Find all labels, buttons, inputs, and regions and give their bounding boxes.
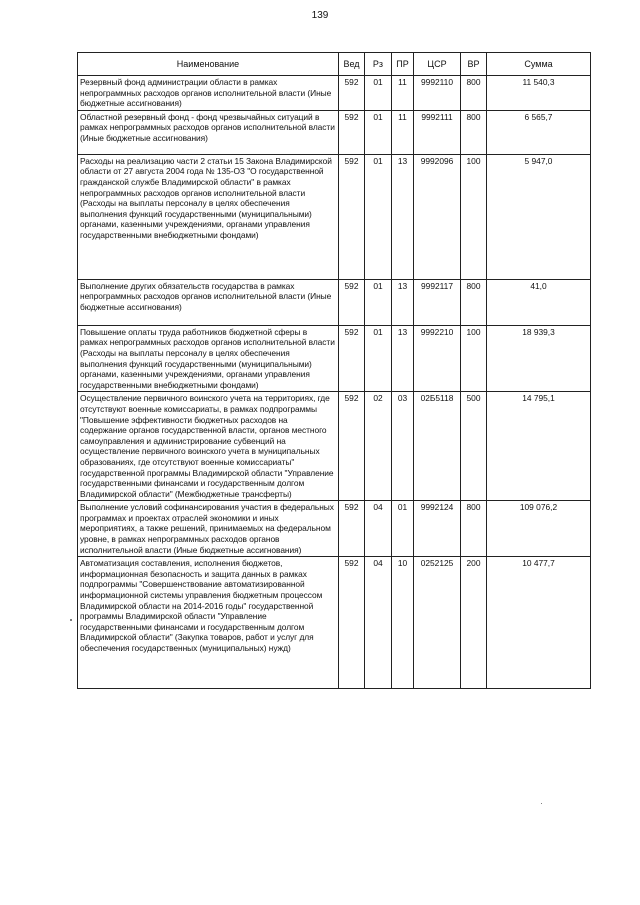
row-ved: 592 [339,279,365,325]
row-rz: 02 [365,392,392,501]
header-csr: ЦСР [414,53,461,76]
row-pr: 11 [392,110,414,154]
row-vr: 800 [461,110,487,154]
row-csr: 02Б5118 [414,392,461,501]
row-name: Повышение оплаты труда работников бюджетной сферы в рамках непрограммных расходов органов исполнительной власти (Расходы на выплаты персоналу в целях обеспечения выполнения функций государственными (муниципальными) органами, казенными учреждениями, органами управления государственными внебюджетными фондами) [78,325,339,392]
row-rz: 01 [365,154,392,279]
row-name: Автоматизация составления, исполнения бюджетов, информационная безопасность и защита данных в рамках подпрограммы "Совершенствование автоматизированной информационной системы управления бюджетным процессом Владимирской области на 2014-2016 годы" государственной программы Владимирской области "Управление государственными финансами и государственным долгом Владимирской области" (Закупка товаров, работ и услуг для обеспечения государственных (муниципальных) нужд) [78,557,339,689]
header-sum: Сумма [487,53,591,76]
table-header-row [78,53,591,76]
row-csr: 0252125 [414,557,461,689]
row-rz: 01 [365,110,392,154]
header-name: Наименование [78,53,339,76]
row-pr: 11 [392,76,414,111]
table-row [78,325,591,392]
row-sum: 10 477,7 [487,557,591,689]
row-sum: 41,0 [487,279,591,325]
header-vr: ВР [461,53,487,76]
row-csr: 9992210 [414,325,461,392]
row-name: Областной резервный фонд - фонд чрезвычайных ситуаций в рамках непрограммных расходов органов исполнительной власти (Иные бюджетные ассигнования) [78,110,339,154]
table-row [78,392,591,501]
row-ved: 592 [339,76,365,111]
row-rz: 01 [365,76,392,111]
table-row [78,501,591,557]
table-row [78,557,591,689]
row-vr: 800 [461,76,487,111]
row-rz: 04 [365,557,392,689]
row-ved: 592 [339,501,365,557]
scan-speck [541,803,542,804]
row-sum: 6 565,7 [487,110,591,154]
row-ved: 592 [339,325,365,392]
row-vr: 200 [461,557,487,689]
row-pr: 10 [392,557,414,689]
table-row [78,279,591,325]
row-rz: 01 [365,325,392,392]
row-pr: 13 [392,279,414,325]
row-csr: 9992110 [414,76,461,111]
row-vr: 100 [461,325,487,392]
row-name: Осуществление первичного воинского учета на территориях, где отсутствуют военные комиссариаты, в рамках подпрограммы "Повышение эффективности бюджетных расходов на содержание органов государственной власти, органов местного самоуправления и администрирование субвенций на осуществление первичного воинского учета в муниципальных образованиях, где отсутствуют военные комиссариаты" государственной программы Владимирской области "Управление государственными финансами и государственным долгом Владимирской области" (Межбюджетные трансферты) [78,392,339,501]
row-pr: 01 [392,501,414,557]
row-name: Выполнение условий софинансирования участия в федеральных программах и проектах отраслей экономики и иных мероприятиях, а также решений, принимаемых на федеральном уровне, в рамках непрограммных расходов органов исполнительной власти (Иные бюджетные ассигнования) [78,501,339,557]
row-ved: 592 [339,110,365,154]
row-rz: 04 [365,501,392,557]
row-sum: 11 540,3 [487,76,591,111]
header-pr: ПР [392,53,414,76]
table-row [78,110,591,154]
row-vr: 800 [461,279,487,325]
row-pr: 13 [392,325,414,392]
row-rz: 01 [365,279,392,325]
row-name: Резервный фонд администрации области в рамках непрограммных расходов органов исполнительной власти (Иные бюджетные ассигнования) [78,76,339,111]
page-number: 139 [311,10,329,21]
row-name: Расходы на реализацию части 2 статьи 15 Закона Владимирской области от 27 августа 2004 года № 135-ОЗ "О государственной гражданской службе Владимирской области" в рамках непрограммных расходов органов исполнительной власти (Расходы на выплаты персоналу в целях обеспечения выполнения функций государственными (муниципальными) органами, казенными учреждениями, органами управления государственными внебюджетными фондами) [78,154,339,279]
row-sum: 18 939,3 [487,325,591,392]
row-vr: 800 [461,501,487,557]
row-sum: 109 076,2 [487,501,591,557]
row-sum: 14 795,1 [487,392,591,501]
row-sum: 5 947,0 [487,154,591,279]
row-name: Выполнение других обязательств государства в рамках непрограммных расходов органов исполнительной власти (Иные бюджетные ассигнования) [78,279,339,325]
budget-table [77,52,591,689]
row-vr: 100 [461,154,487,279]
row-csr: 9992117 [414,279,461,325]
row-pr: 03 [392,392,414,501]
row-csr: 9992111 [414,110,461,154]
row-csr: 9992124 [414,501,461,557]
table-row [78,154,591,279]
row-pr: 13 [392,154,414,279]
row-ved: 592 [339,154,365,279]
header-ved: Вед [339,53,365,76]
header-rz: Рз [365,53,392,76]
row-vr: 500 [461,392,487,501]
scan-speck [70,619,72,621]
row-ved: 592 [339,392,365,501]
row-csr: 9992096 [414,154,461,279]
row-ved: 592 [339,557,365,689]
table-row [78,76,591,111]
